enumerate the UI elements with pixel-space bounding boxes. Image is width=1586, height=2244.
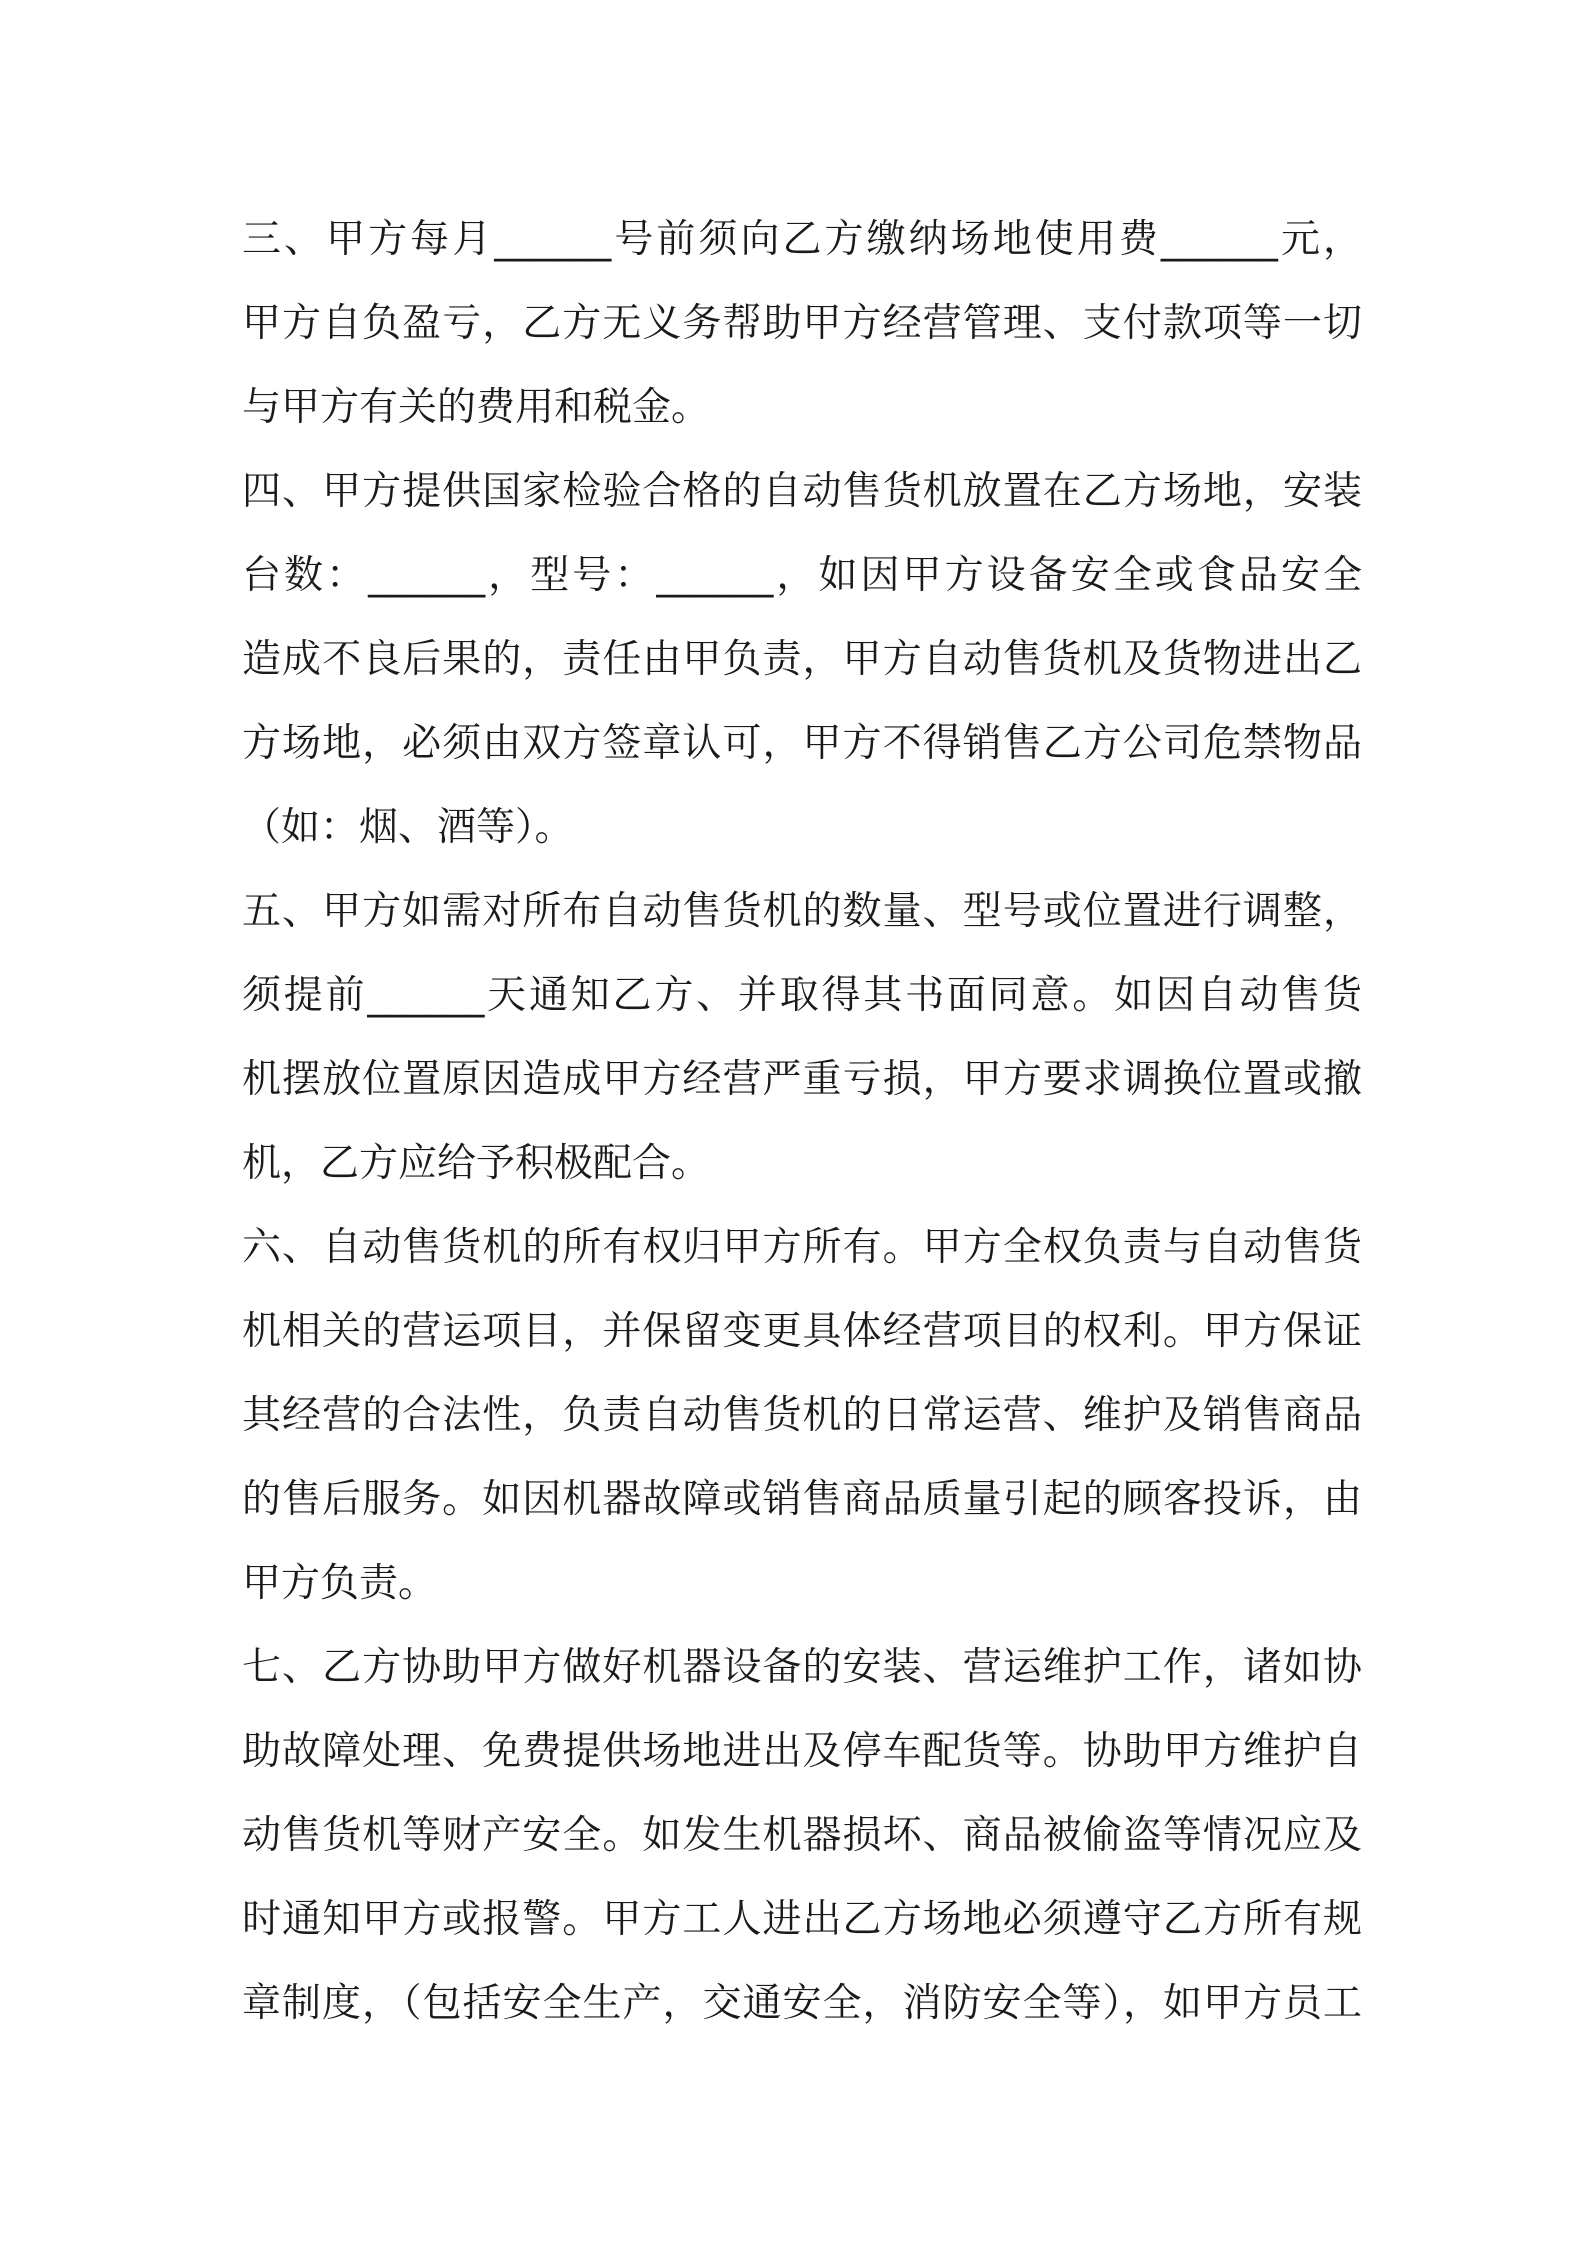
text-line: 须提前______天通知乙方、并取得其书面同意。如因自动售货 (242, 973, 1362, 1018)
text-line: 台数：______，型号：______，如因甲方设备安全或食品安全 (242, 553, 1362, 598)
text-line: 五、甲方如需对所布自动售货机的数量、型号或位置进行调整， (242, 889, 1362, 934)
text-line: 助故障处理、免费提供场地进出及停车配货等。协助甲方维护自 (242, 1729, 1362, 1774)
text-line: 甲方自负盈亏，乙方无义务帮助甲方经营管理、支付款项等一切 (242, 301, 1362, 346)
text-line: 甲方负责。 (242, 1561, 438, 1606)
text-line: 与甲方有关的费用和税金。 (242, 385, 711, 430)
document-body (242, 198, 1362, 2046)
text-line: 造成不良后果的，责任由甲负责，甲方自动售货机及货物进出乙 (242, 637, 1362, 682)
text-line: 章制度，（包括安全生产，交通安全，消防安全等），如甲方员工 (242, 1981, 1362, 2026)
text-line: 三、甲方每月______号前须向乙方缴纳场地使用费______元， (242, 217, 1362, 262)
text-line: 时通知甲方或报警。甲方工人进出乙方场地必须遵守乙方所有规 (242, 1897, 1362, 1942)
text-line: 七、乙方协助甲方做好机器设备的安装、营运维护工作，诸如协 (242, 1645, 1362, 1690)
text-line: 机，乙方应给予积极配合。 (242, 1141, 711, 1186)
text-line: 其经营的合法性，负责自动售货机的日常运营、维护及销售商品 (242, 1393, 1362, 1438)
text-line: （如：烟、酒等）。 (242, 805, 574, 850)
text-line: 六、自动售货机的所有权归甲方所有。甲方全权负责与自动售货 (242, 1225, 1362, 1270)
text-line: 的售后服务。如因机器故障或销售商品质量引起的顾客投诉，由 (242, 1477, 1362, 1522)
text-line: 机摆放位置原因造成甲方经营严重亏损，甲方要求调换位置或撤 (242, 1057, 1362, 1102)
text-line: 动售货机等财产安全。如发生机器损坏、商品被偷盗等情况应及 (242, 1813, 1362, 1858)
text-line: 机相关的营运项目，并保留变更具体经营项目的权利。甲方保证 (242, 1309, 1362, 1354)
text-line: 方场地，必须由双方签章认可，甲方不得销售乙方公司危禁物品 (242, 721, 1362, 766)
text-line: 四、甲方提供国家检验合格的自动售货机放置在乙方场地，安装 (242, 469, 1362, 514)
